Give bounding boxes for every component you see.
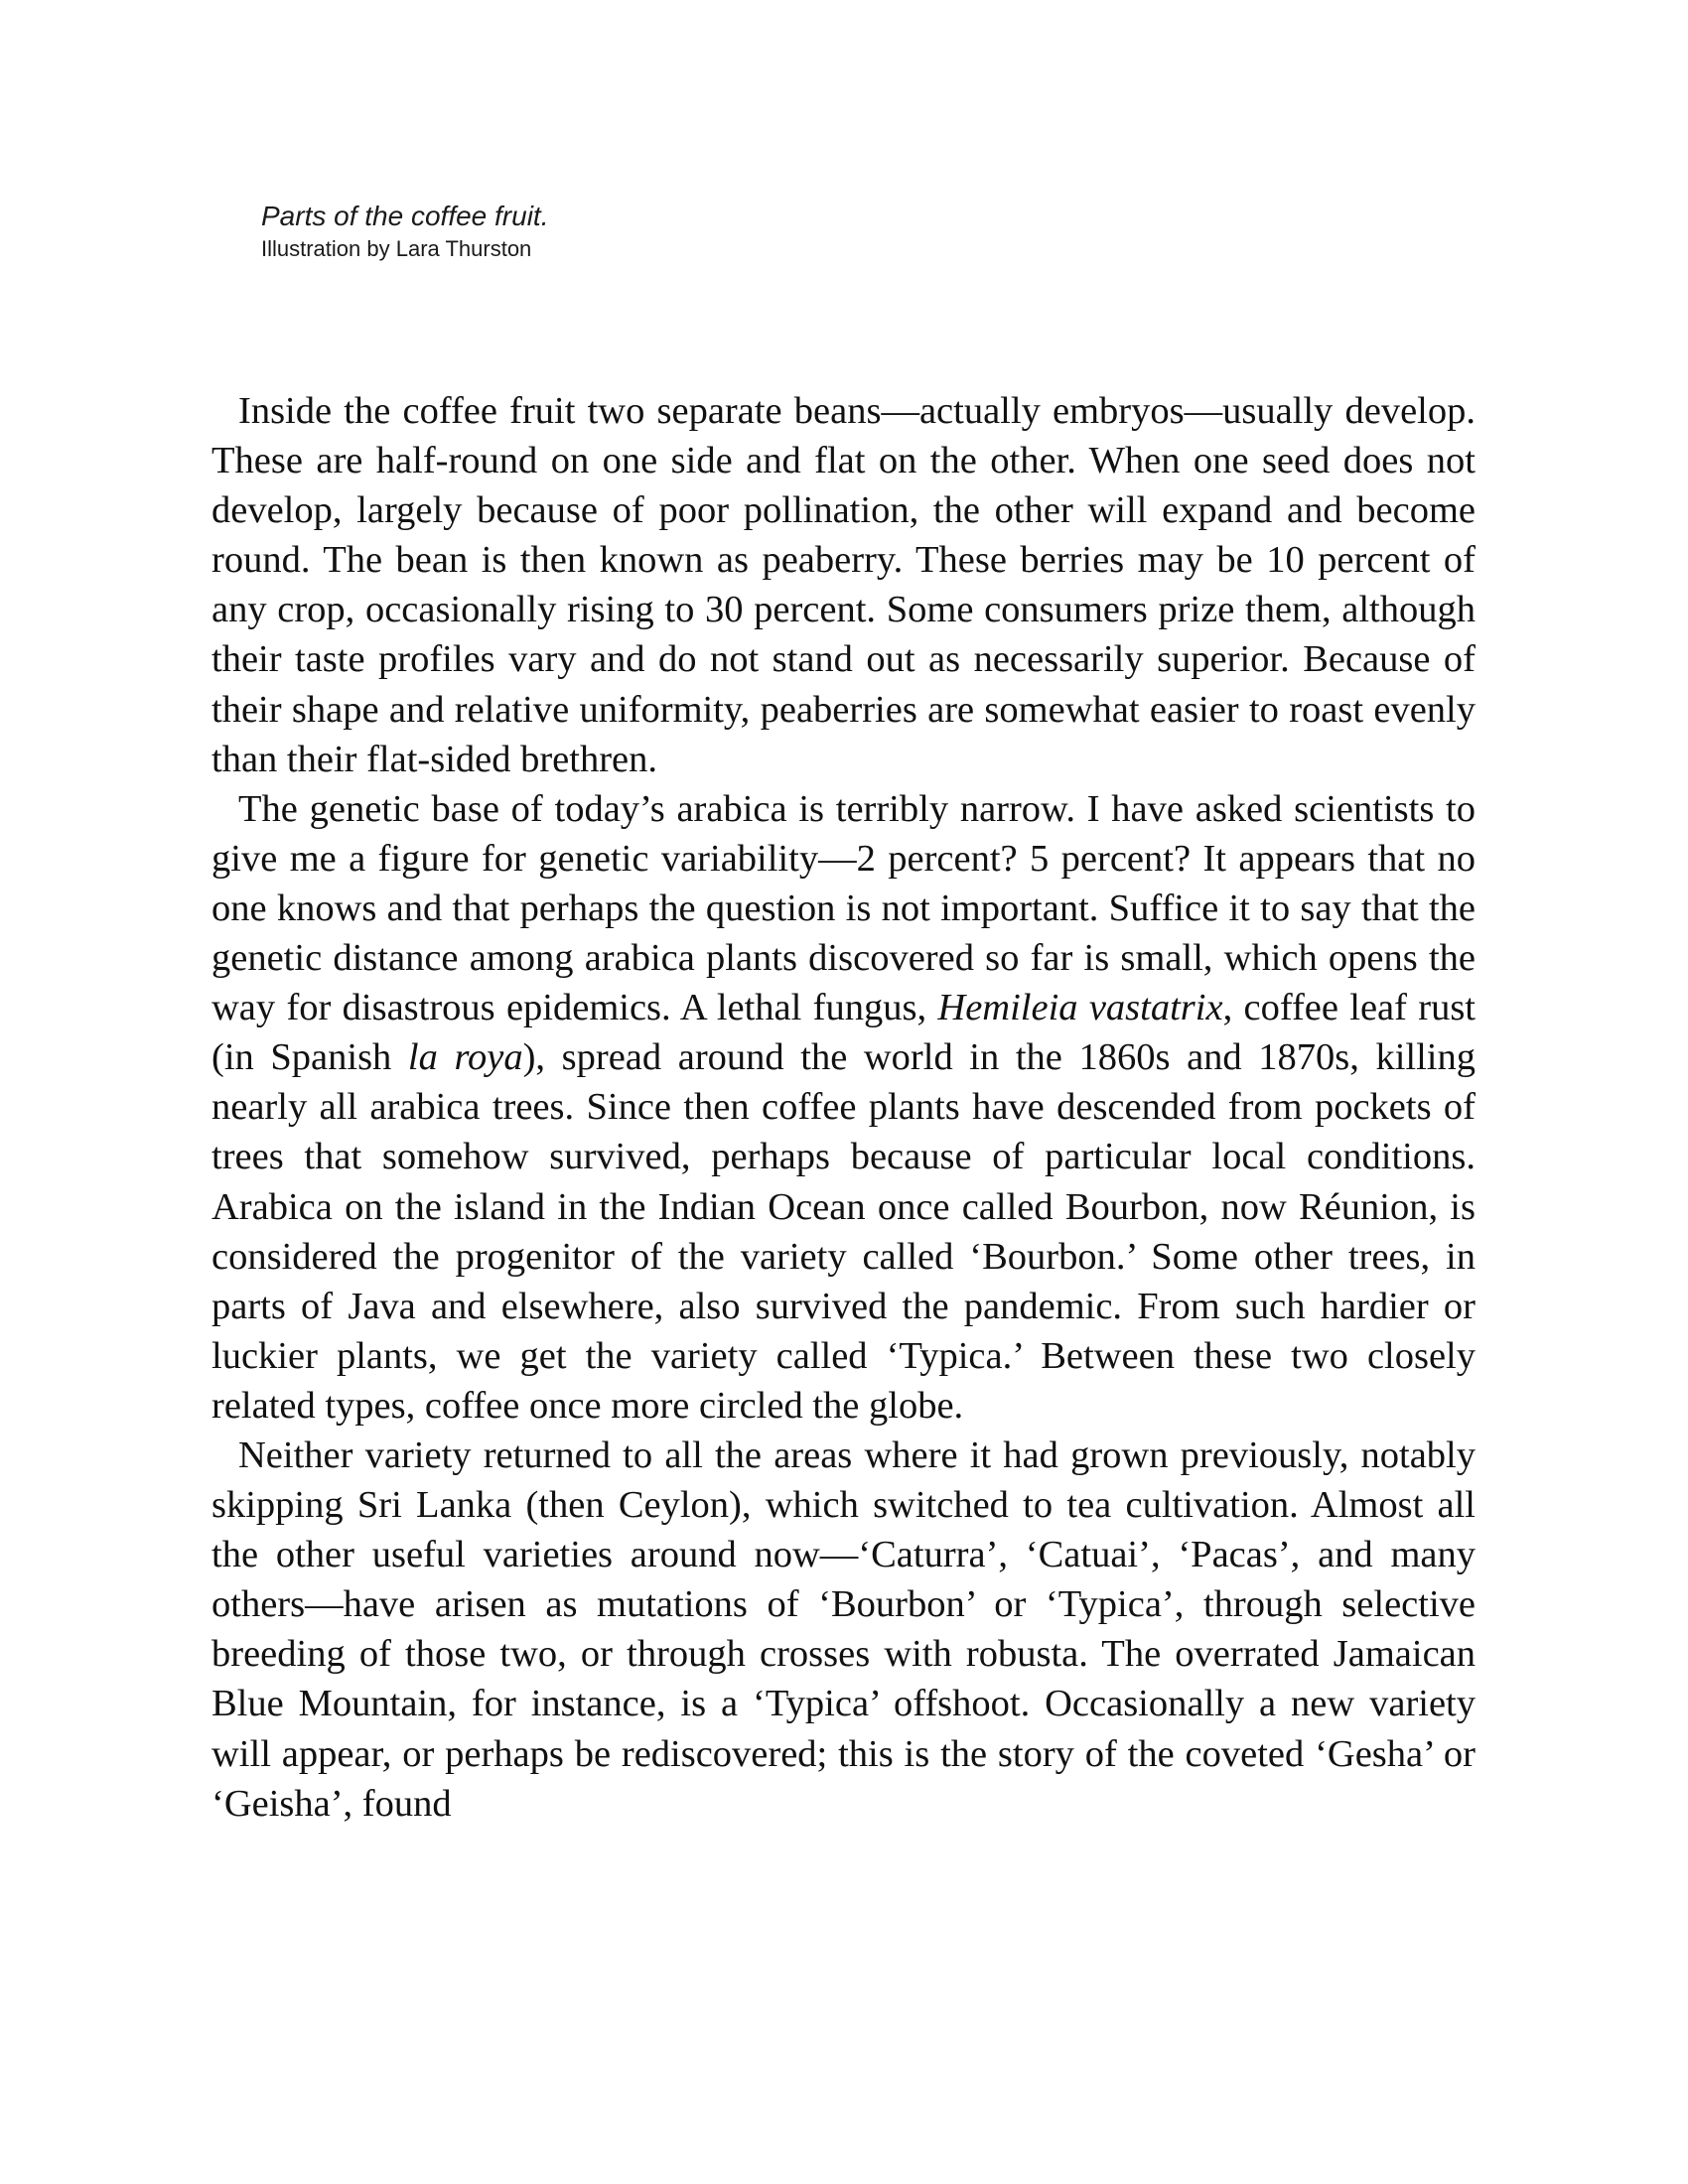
text-run: Neither variety returned to all the areas where it had grown previously, notably skipping Sri Lanka (then Ceylon), which switched to tea cultivation. Almost all the other useful varieties around now—‘Caturra’, ‘Catuai’, ‘Pacas’, and many others—have arisen as mutations of ‘Bourbon’ or ‘Typica’, through selective breeding of those two, or through crosses with robusta. The overrated Jamaican Blue Mountain, for instance, is a ‘Typica’ offshoot. Occasionally a new variety will appear, or perhaps be rediscovered; this is the story of the coveted ‘Gesha’ or ‘Geisha’, found [211,1433,1476,1825]
caption-title: Parts of the coffee fruit. [261,201,549,231]
body-text [211,386,1476,1829]
text-run: The genetic base of today’s arabica is terribly narrow. I have asked scientists to give me a figure for genetic variability—2 percent? 5 percent? It appears that no one knows and that perhaps the question is not important. Suffice it to say that the genetic distance among arabica plants discovered so far is small, which opens the way for disastrous epidemics. A lethal fungus, [211,787,1476,1029]
caption-credit: Illustration by Lara Thurston [261,236,532,261]
paragraph [211,784,1476,1431]
text-run: , coffee leaf rust (in Spanish [211,987,1477,1079]
species-name: Hemileia vastatrix [937,987,1223,1029]
spanish-term: la roya [407,1036,523,1079]
figure-caption [261,199,548,264]
paragraph [211,1431,1476,1829]
text-run: ), spread around the world in the 1860s and 1870s, killing nearly all arabica trees. Since then coffee plants have descended from pockets of trees that somehow survived, perhaps because of particular local conditions. Arabica on the island in the Indian Ocean once called Bourbon, now Réunion, is considered the progenitor of the variety called ‘Bourbon.’ Some other trees, in parts of Java and elsewhere, also survived the pandemic. From such hardier or luckier plants, we get the variety called ‘Typica.’ Between these two closely related types, coffee once more circled the globe. [211,1036,1477,1427]
paragraph [211,386,1476,784]
text-run: Inside the coffee fruit two separate beans—actually embryos—usually develop. These are half-round on one side and flat on the other. When one seed does not develop, largely because of poor pollination, the other will expand and become round. The bean is then known as peaberry. These berries may be 10 percent of any crop, occasionally rising to 30 percent. Some consumers prize them, although their taste profiles vary and do not stand out as necessarily superior. Because of their shape and relative uniformity, peaberries are somewhat easier to roast evenly than their flat-sided brethren. [211,390,1476,780]
